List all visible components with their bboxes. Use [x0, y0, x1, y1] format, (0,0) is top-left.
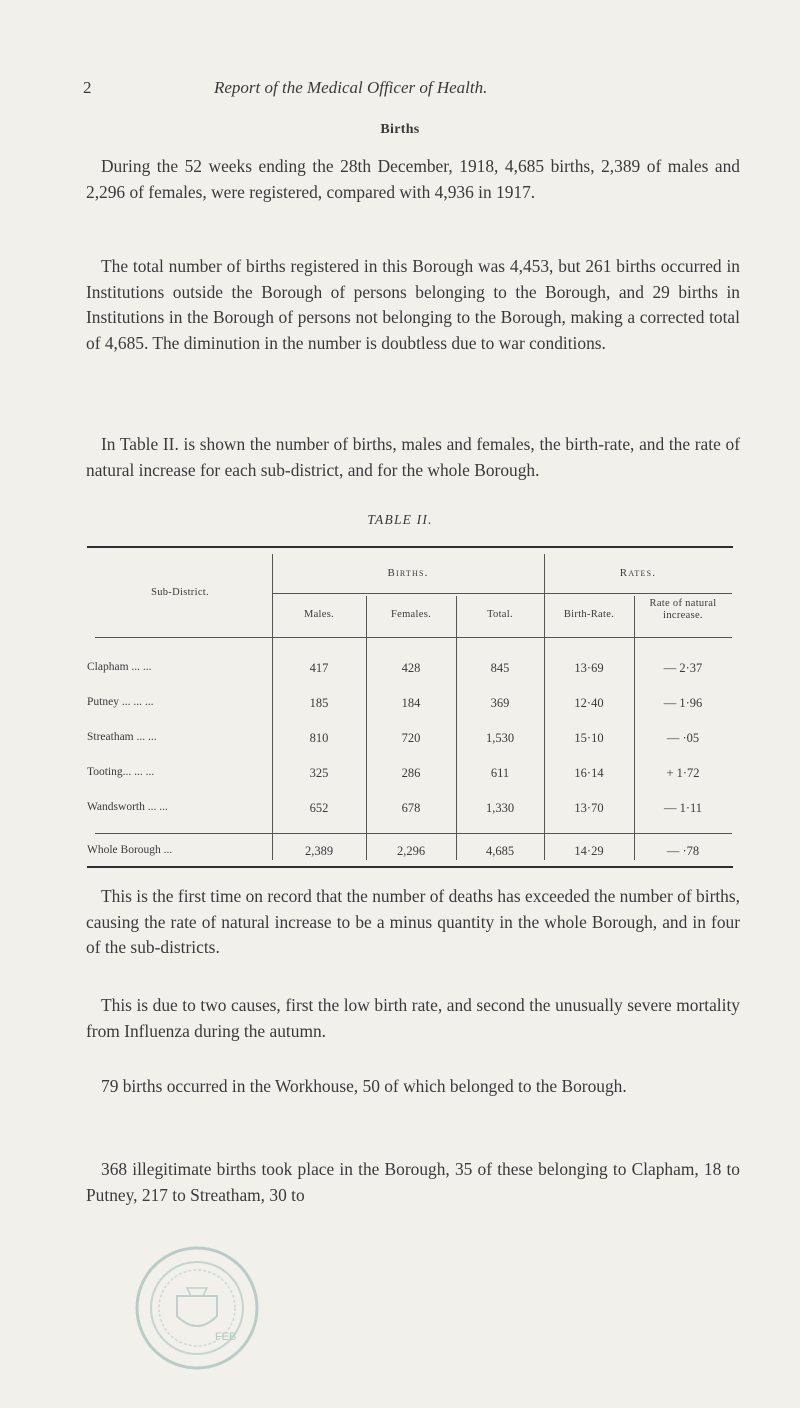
cell-birth-rate: 15·10 [574, 731, 604, 745]
row-name: Tooting... ... ... [87, 766, 155, 778]
total-total: 4,685 [485, 844, 515, 858]
paragraph-after-4: 368 illegitimate births took place in the Borough, 35 of these belonging to Clapham, 18 to Putney, 217 to Streatham, 30 to [86, 1159, 740, 1205]
header-males: Males. [303, 609, 335, 620]
cell-males: 652 [309, 801, 329, 815]
cell-natural-increase: — ·05 [666, 731, 700, 745]
paragraph-intro-1: During the 52 weeks ending the 28th December, 1918, 4,685 births, 2,389 of males and 2,296 of females, were registered, compared with 4,936 in 1917. [86, 156, 740, 202]
header-sub-district: Sub-District. [151, 587, 209, 598]
cell-total: 1,530 [485, 731, 515, 745]
row-name: Clapham ... ... [87, 661, 152, 673]
total-males: 2,389 [304, 844, 334, 858]
stamp-seal-icon [133, 1244, 261, 1372]
header-rates: Rates. [619, 567, 657, 579]
row-name: Streatham ... ... [87, 731, 157, 743]
cell-natural-increase: — 1·96 [663, 696, 703, 710]
header-rule [95, 637, 732, 638]
cell-birth-rate: 13·70 [574, 801, 604, 815]
cell-natural-increase: — 1·11 [663, 801, 703, 815]
header-natural-increase: Rate of natural increase. [649, 598, 717, 621]
section-title: Births [380, 122, 420, 137]
cell-females: 286 [401, 766, 421, 780]
page-number: 2 [83, 78, 92, 97]
paragraph-intro-2: The total number of births registered in this Borough was 4,453, but 261 births occurred in Institutions outside the Borough of persons belonging to the Borough, and 29 births in Institutions in the Borough of persons not belonging to the Borough, making a corrected total of 4,685. The diminution in the number is doubtless due to war conditions. [86, 256, 740, 353]
cell-males: 810 [309, 731, 329, 745]
divider [456, 596, 457, 860]
cell-females: 720 [401, 731, 421, 745]
cell-natural-increase: + 1·72 [666, 766, 700, 780]
header-births: Births. [387, 567, 429, 579]
divider [634, 596, 635, 860]
row-name: Putney ... ... ... [87, 696, 154, 708]
paragraph-after-2: This is due to two causes, first the low birth rate, and second the unusually severe mortality from Influenza during the autumn. [86, 995, 740, 1041]
cell-females: 678 [401, 801, 421, 815]
total-row-name: Whole Borough ... [87, 844, 173, 856]
header-total: Total. [487, 609, 513, 620]
stamp-text: FEB [215, 1331, 237, 1343]
library-stamp [133, 1244, 261, 1372]
cell-females: 428 [401, 661, 421, 675]
row-name: Wandsworth ... ... [87, 801, 168, 813]
paragraph-after-3: 79 births occurred in the Workhouse, 50 of which belonged to the Borough. [101, 1076, 627, 1096]
cell-total: 611 [490, 766, 510, 780]
running-title: Report of the Medical Officer of Health. [214, 78, 488, 97]
cell-total: 369 [490, 696, 510, 710]
header-birth-rate: Birth-Rate. [563, 609, 615, 620]
table-caption: TABLE II. [367, 512, 433, 527]
cell-males: 325 [309, 766, 329, 780]
cell-males: 185 [309, 696, 329, 710]
total-rule [95, 833, 732, 834]
cell-natural-increase: — 2·37 [663, 661, 703, 675]
paragraph-intro-3: In Table II. is shown the number of births, males and females, the birth-rate, and the rate of natural increase for each sub-district, and for the whole Borough. [86, 434, 740, 480]
group-header-rule [272, 593, 732, 594]
paragraph-after-1: This is the first time on record that the number of deaths has exceeded the number of births, causing the rate of natural increase to be a minus quantity in the whole Borough, and in four of the sub-districts. [86, 886, 740, 958]
cell-females: 184 [401, 696, 421, 710]
cell-males: 417 [309, 661, 329, 675]
total-birth-rate: 14·29 [574, 844, 604, 858]
cell-birth-rate: 12·40 [574, 696, 604, 710]
total-females: 2,296 [396, 844, 426, 858]
cell-birth-rate: 13·69 [574, 661, 604, 675]
table-top-rule [87, 546, 733, 548]
header-females: Females. [390, 609, 432, 620]
table-bottom-rule [87, 866, 733, 868]
cell-birth-rate: 16·14 [574, 766, 604, 780]
cell-total: 845 [490, 661, 510, 675]
page-header [83, 78, 723, 104]
divider [366, 596, 367, 860]
cell-total: 1,330 [485, 801, 515, 815]
total-natural-increase: — ·78 [666, 844, 700, 858]
